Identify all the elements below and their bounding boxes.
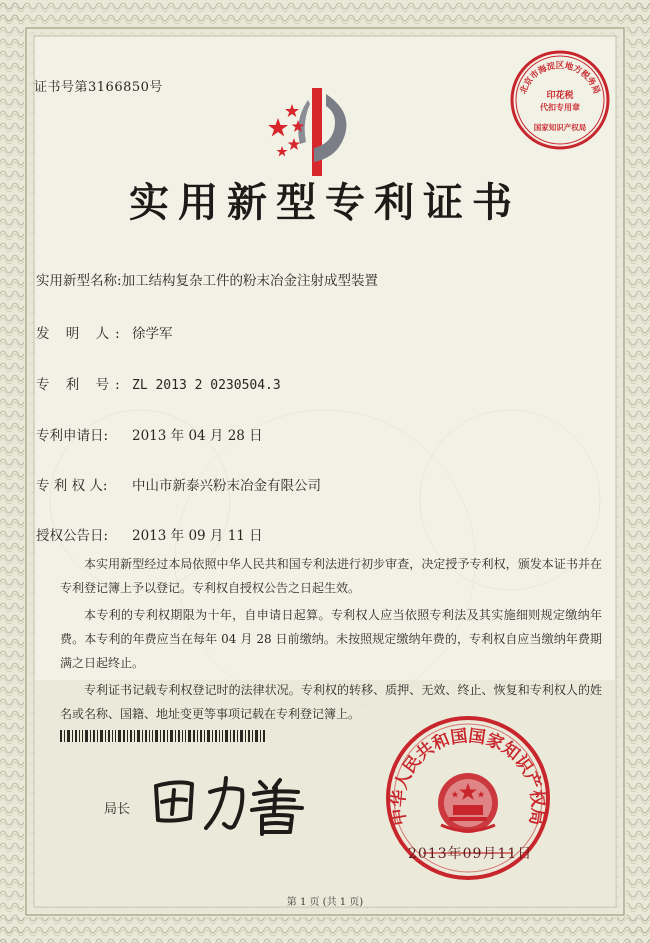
filing-date-label: 专利申请日:	[36, 428, 109, 444]
inventor-row	[36, 322, 173, 342]
patent-number-value: ZL 2013 2 0230504.3	[132, 378, 281, 393]
certificate-body-text	[60, 552, 602, 729]
director-label: 局长	[104, 802, 131, 817]
grant-date-row	[36, 524, 263, 544]
inventor-value: 徐学军	[132, 326, 173, 342]
grant-date-label: 授权公告日:	[36, 528, 109, 544]
tax-seal-center-line-1: 印花税	[546, 91, 574, 101]
patentee-label: 专 利 权 人:	[36, 478, 108, 494]
tax-seal-ring-text: 北京市海淀区地方税务局	[518, 61, 602, 96]
tax-stamp-seal	[508, 48, 612, 152]
seal-date: 2013年09月11日	[408, 846, 533, 862]
inventor-label: 发 明 人:	[36, 326, 126, 342]
cnipa-logo-icon	[268, 84, 356, 178]
utility-model-name-row	[36, 269, 378, 289]
filing-date-row	[36, 424, 263, 444]
body-paragraph: 专利证书记载专利权登记时的法律状况。专利权的转移、质押、无效、终止、恢复和专利权人的姓名或名称、国籍、地址变更等事项记载在专利登记簿上。	[60, 683, 602, 721]
filing-date-value: 2013 年 04 月 28 日	[132, 428, 263, 444]
body-paragraph: 本实用新型经过本局依照中华人民共和国专利法进行初步审查，决定授予专利权，颁发本证书并在专利登记簿上予以登记。专利权自授权公告之日起生效。	[60, 557, 602, 595]
patentee-value: 中山市新泰兴粉末冶金有限公司	[132, 478, 321, 494]
tax-seal-bottom-text: 国家知识产权局	[533, 123, 587, 132]
grant-date-value: 2013 年 09 月 11 日	[132, 528, 263, 544]
patentee-row	[36, 474, 321, 494]
director-signature	[148, 768, 308, 838]
patent-number-row	[36, 373, 281, 393]
utility-model-name-label: 实用新型名称:	[36, 273, 122, 289]
official-seal-ring-text: 中华人民共和国国家知识产权局	[388, 726, 548, 827]
tax-seal-center-line-2: 代扣专用章	[540, 102, 580, 112]
utility-model-name-value: 加工结构复杂工件的粉末冶金注射成型装置	[121, 273, 379, 289]
body-paragraph: 本专利的专利权期限为十年，自申请日起算。专利权人应当依照专利法及其实施细则规定缴纳年费。本专利的年费应当在每年 04 月 28 日前缴纳。未按照规定缴纳年费的，专利权自应当缴纳年费期满之日起终止。	[60, 608, 602, 670]
patent-number-label: 专 利 号:	[36, 377, 126, 393]
certificate-title: 实用新型专利证书	[129, 179, 521, 226]
barcode	[60, 730, 265, 742]
page-indicator: 第 1 页 (共 1 页)	[286, 897, 364, 908]
national-emblem-icon	[438, 773, 498, 833]
certificate-number: 证书号第3166850号	[34, 80, 163, 95]
